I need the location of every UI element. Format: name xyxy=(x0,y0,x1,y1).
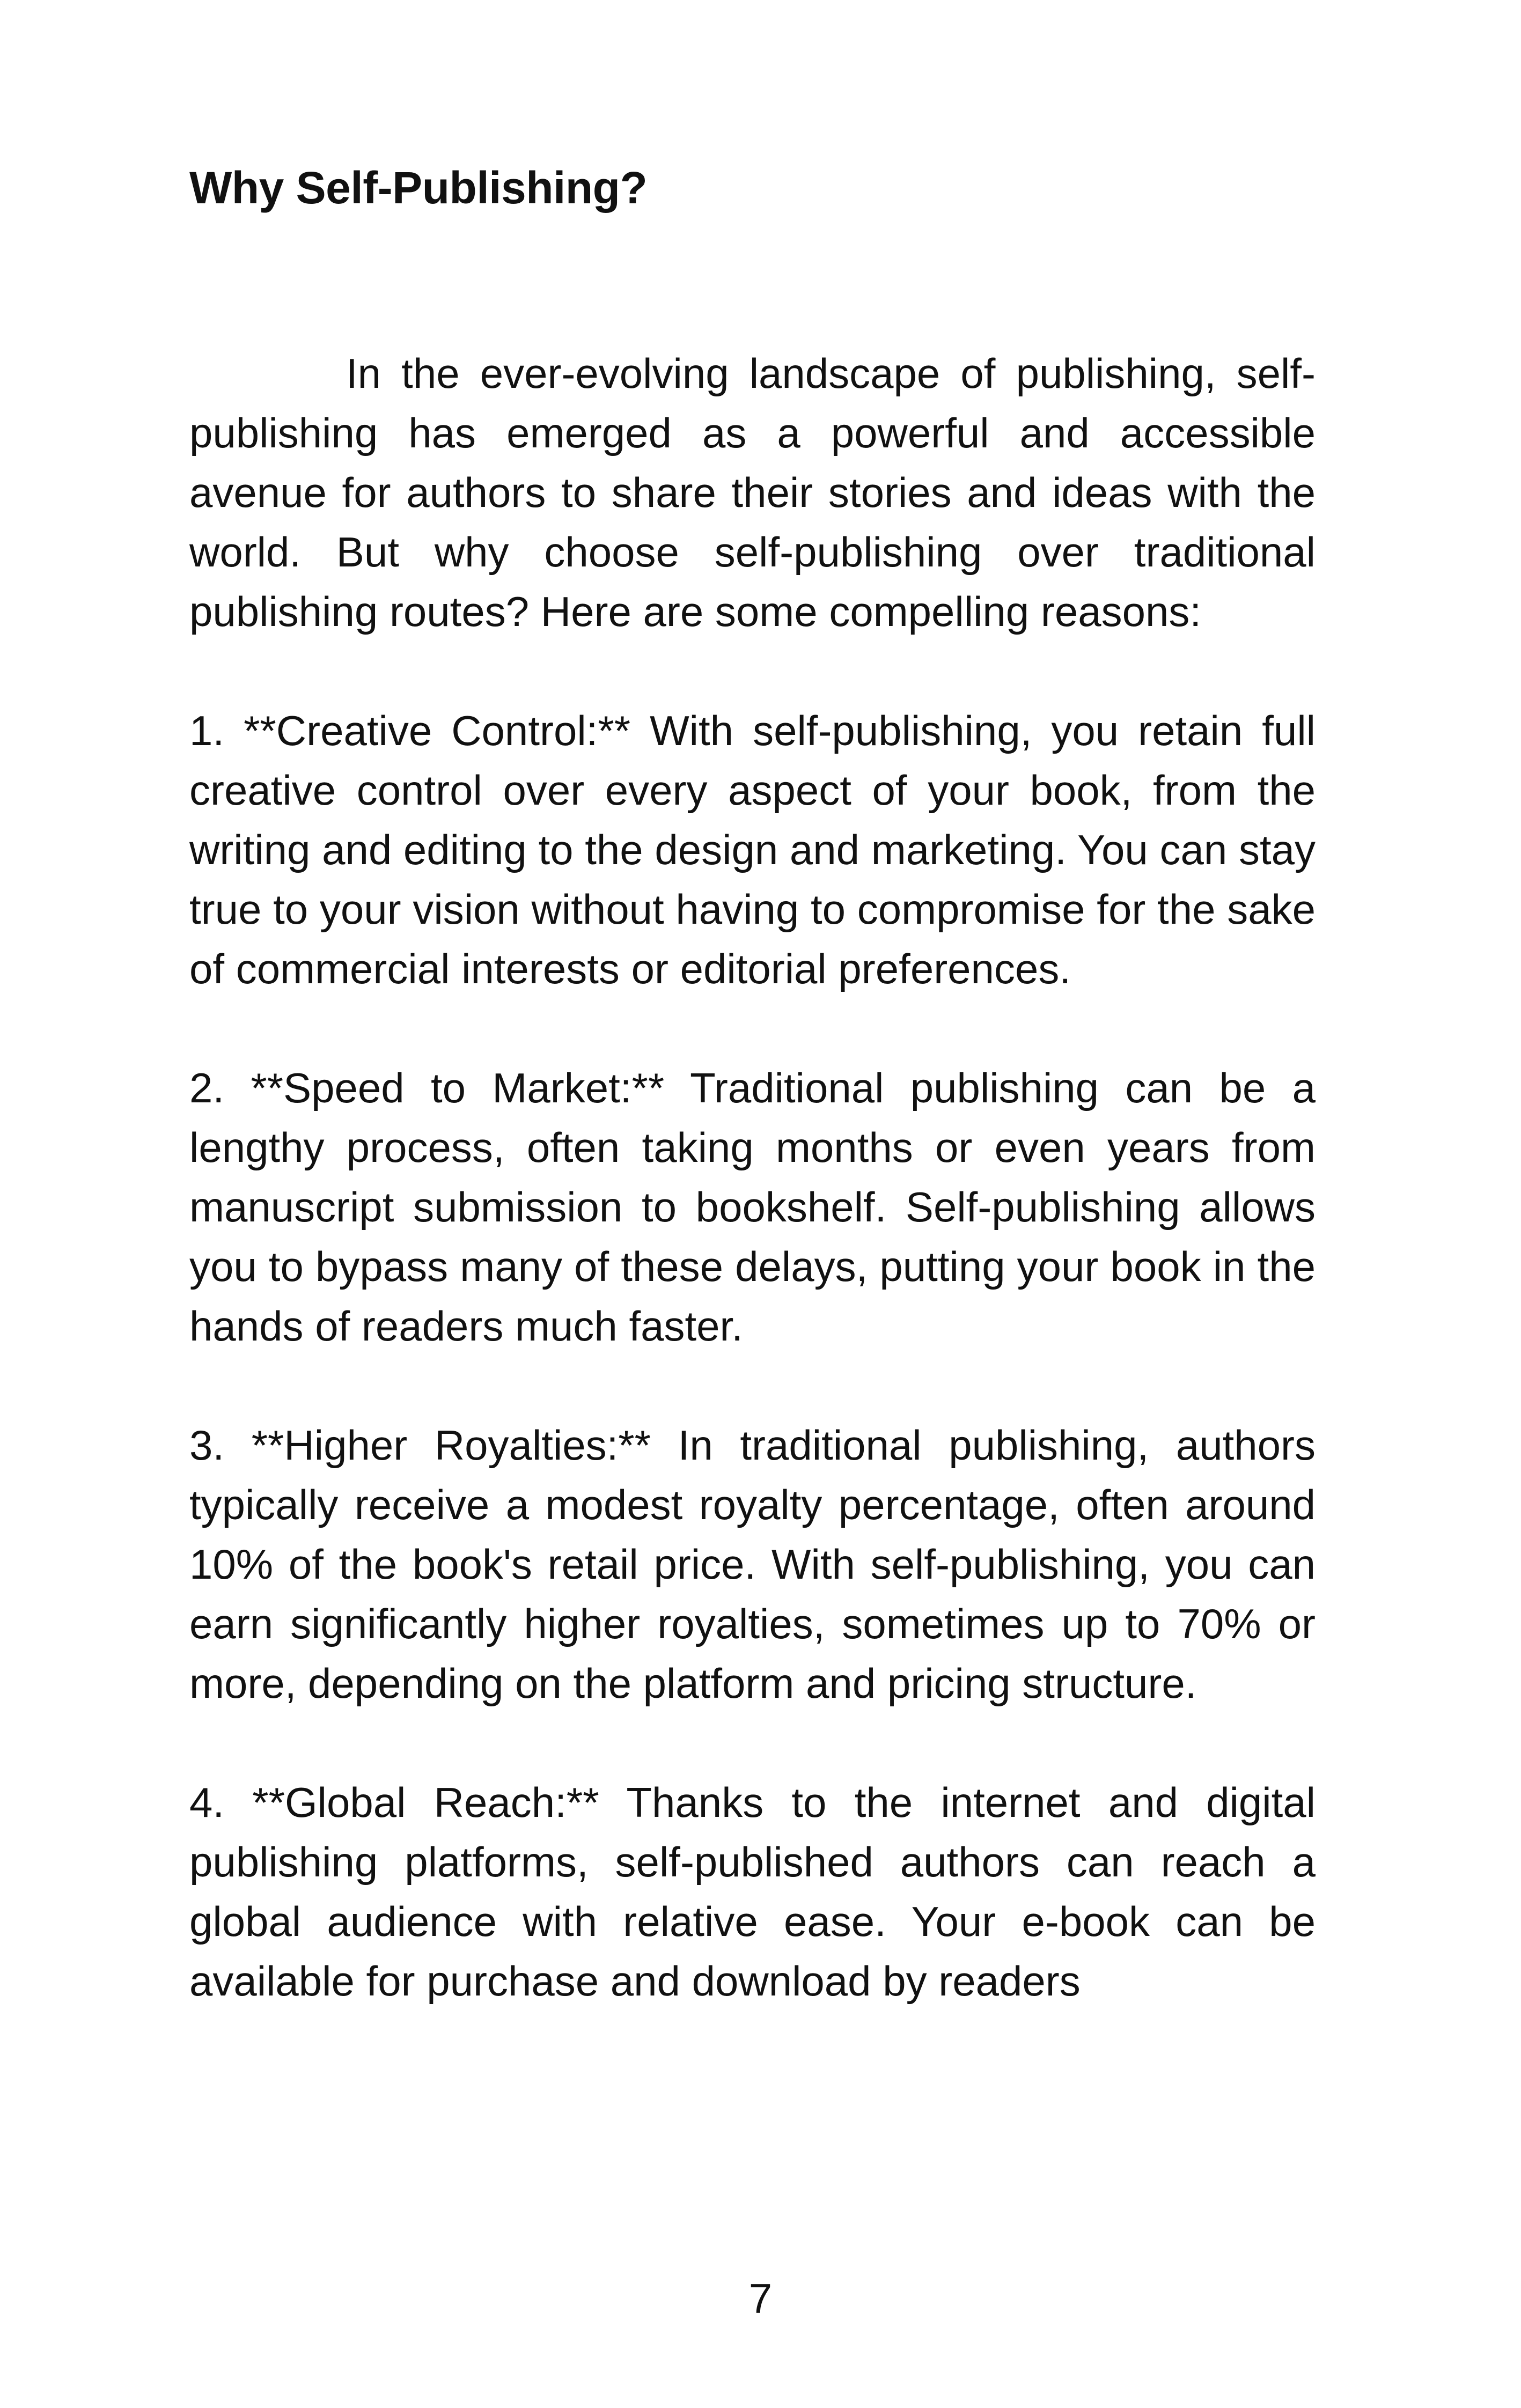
reason-higher-royalties: 3. **Higher Royalties:** In traditional publishing, authors typically receive a modest royalty percentage, often around 10% of the book's retail price. With self-publishing, you can earn significantly higher royalties, sometimes up to 70% or more, depending on the platform and pricing structure. xyxy=(189,1421,1316,1707)
intro-paragraph: In the ever-evolving landscape of publishing, self-publishing has emerged as a powerful and accessible avenue for authors to share their stories and ideas with the world. But why choose self-publishing over traditional publishing routes? Here are some compelling reasons: xyxy=(189,349,1316,635)
page-content xyxy=(189,161,1316,2011)
page-number: 7 xyxy=(748,2275,773,2322)
reason-creative-control: 1. **Creative Control:** With self-publishing, you retain full creative control over every aspect of your book, from the writing and editing to the design and marketing. You can stay true to your vision without having to compromise for the sake of commercial interests or editorial preferences. xyxy=(189,706,1316,992)
reason-global-reach: 4. **Global Reach:** Thanks to the internet and digital publishing platforms, self-published authors can reach a global audience with relative ease. Your e-book can be available for purchase and download by readers xyxy=(189,1778,1316,2005)
page-heading: Why Self-Publishing? xyxy=(189,163,648,213)
reason-speed-to-market: 2. **Speed to Market:** Traditional publishing can be a lengthy process, often taking months or even years from manuscript submission to bookshelf. Self-publishing allows you to bypass many of these delays, putting your book in the hands of readers much faster. xyxy=(189,1064,1316,1350)
body-text xyxy=(189,344,1316,2011)
